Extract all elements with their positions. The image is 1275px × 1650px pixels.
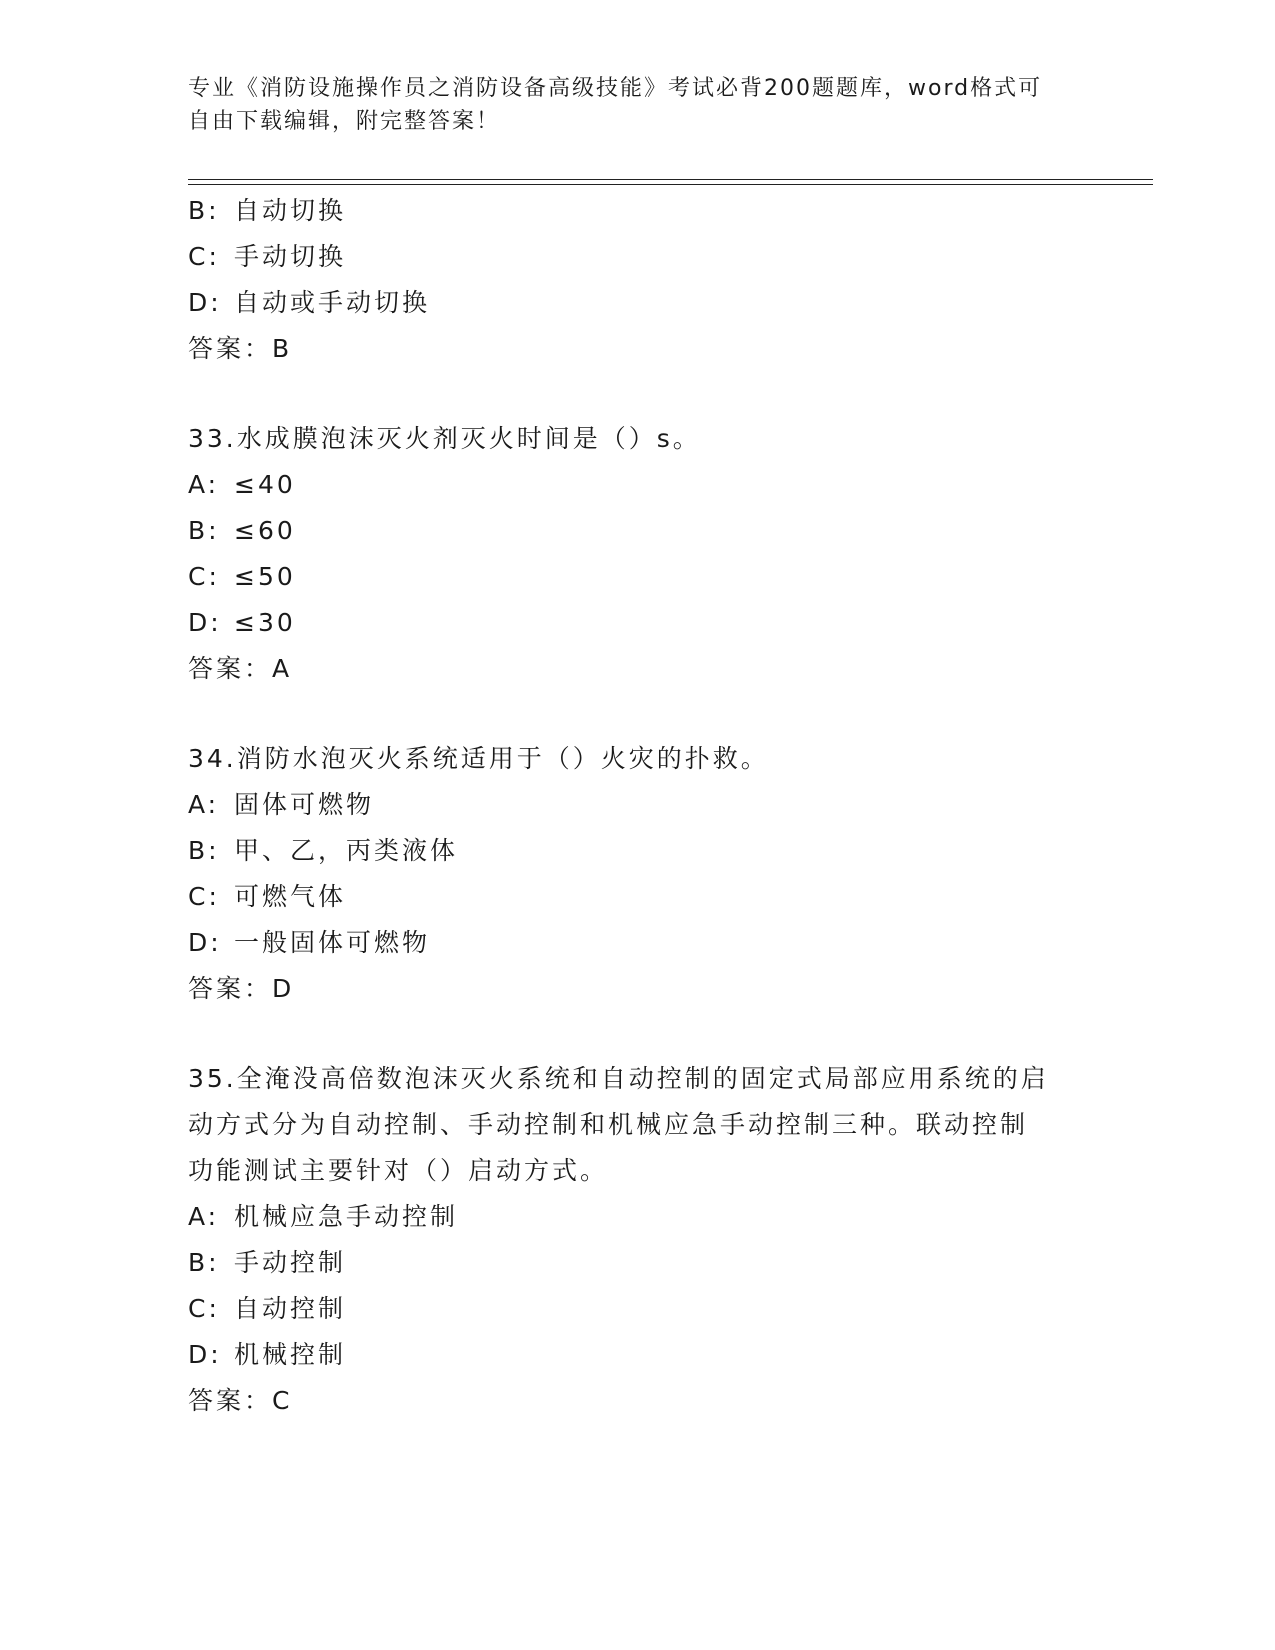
question-stem: 33.水成膜泡沫灭火剂灭火时间是（）s。	[188, 424, 701, 453]
header-divider-bottom	[188, 184, 1153, 185]
option-letter: B:	[188, 196, 220, 225]
option-text: ≤30	[234, 608, 296, 637]
option-letter: D:	[188, 1340, 222, 1369]
option-text: ≤40	[234, 470, 296, 499]
answer-line: 答案：D	[188, 974, 295, 1003]
option-letter: A:	[188, 1202, 220, 1231]
option-row	[188, 462, 1088, 508]
option-text: 手动切换	[234, 242, 347, 271]
question-stem-line-1: 35.全淹没高倍数泡沫灭火系统和自动控制的固定式局部应用系统的启	[188, 1064, 1049, 1093]
option-letter: A:	[188, 470, 220, 499]
option-letter: C:	[188, 882, 220, 911]
option-text: 可燃气体	[234, 882, 347, 911]
option-text: 自动切换	[234, 196, 347, 225]
option-letter: D:	[188, 608, 222, 637]
option-text: 一般固体可燃物	[234, 928, 431, 957]
option-row	[188, 234, 1088, 280]
option-row	[188, 1194, 1088, 1240]
option-letter: C:	[188, 242, 220, 271]
question-list	[188, 188, 1088, 1424]
option-letter: C:	[188, 1294, 220, 1323]
option-row	[188, 828, 1088, 874]
question-block	[188, 1056, 1088, 1424]
option-text: 固体可燃物	[234, 790, 375, 819]
answer-line: 答案：C	[188, 1386, 293, 1415]
option-letter: A:	[188, 790, 220, 819]
option-row	[188, 508, 1088, 554]
header-line-2: 自由下载编辑，附完整答案！	[188, 109, 501, 134]
option-row	[188, 600, 1088, 646]
question-stem: 34.消防水泡灭火系统适用于（）火灾的扑救。	[188, 744, 769, 773]
question-block-continued	[188, 188, 1088, 372]
option-row	[188, 1286, 1088, 1332]
answer-line: 答案：A	[188, 654, 293, 683]
option-letter: B:	[188, 516, 220, 545]
answer-line: 答案：B	[188, 334, 293, 363]
question-stem-line-2: 动方式分为自动控制、手动控制和机械应急手动控制三种。联动控制	[188, 1110, 1029, 1139]
option-text: 机械应急手动控制	[234, 1202, 459, 1231]
document-header	[188, 72, 1068, 138]
question-stem-line-3: 功能测试主要针对（）启动方式。	[188, 1156, 609, 1185]
option-text: 自动或手动切换	[234, 288, 431, 317]
option-letter: C:	[188, 562, 220, 591]
option-row	[188, 1332, 1088, 1378]
option-text: 手动控制	[234, 1248, 347, 1277]
option-text: 机械控制	[234, 1340, 347, 1369]
option-row	[188, 554, 1088, 600]
option-text: ≤60	[234, 516, 296, 545]
question-block	[188, 736, 1088, 1012]
question-block	[188, 416, 1088, 692]
option-letter: B:	[188, 836, 220, 865]
option-row	[188, 920, 1088, 966]
header-divider-top	[188, 179, 1153, 180]
option-text: ≤50	[234, 562, 296, 591]
option-letter: D:	[188, 928, 222, 957]
option-text: 甲、乙，丙类液体	[234, 836, 459, 865]
option-letter: D:	[188, 288, 222, 317]
option-row	[188, 188, 1088, 234]
option-text: 自动控制	[234, 1294, 347, 1323]
option-row	[188, 782, 1088, 828]
option-row	[188, 1240, 1088, 1286]
option-row	[188, 280, 1088, 326]
header-line-1: 专业《消防设施操作员之消防设备高级技能》考试必背200题题库，word格式可	[188, 76, 1043, 101]
option-letter: B:	[188, 1248, 220, 1277]
option-row	[188, 874, 1088, 920]
